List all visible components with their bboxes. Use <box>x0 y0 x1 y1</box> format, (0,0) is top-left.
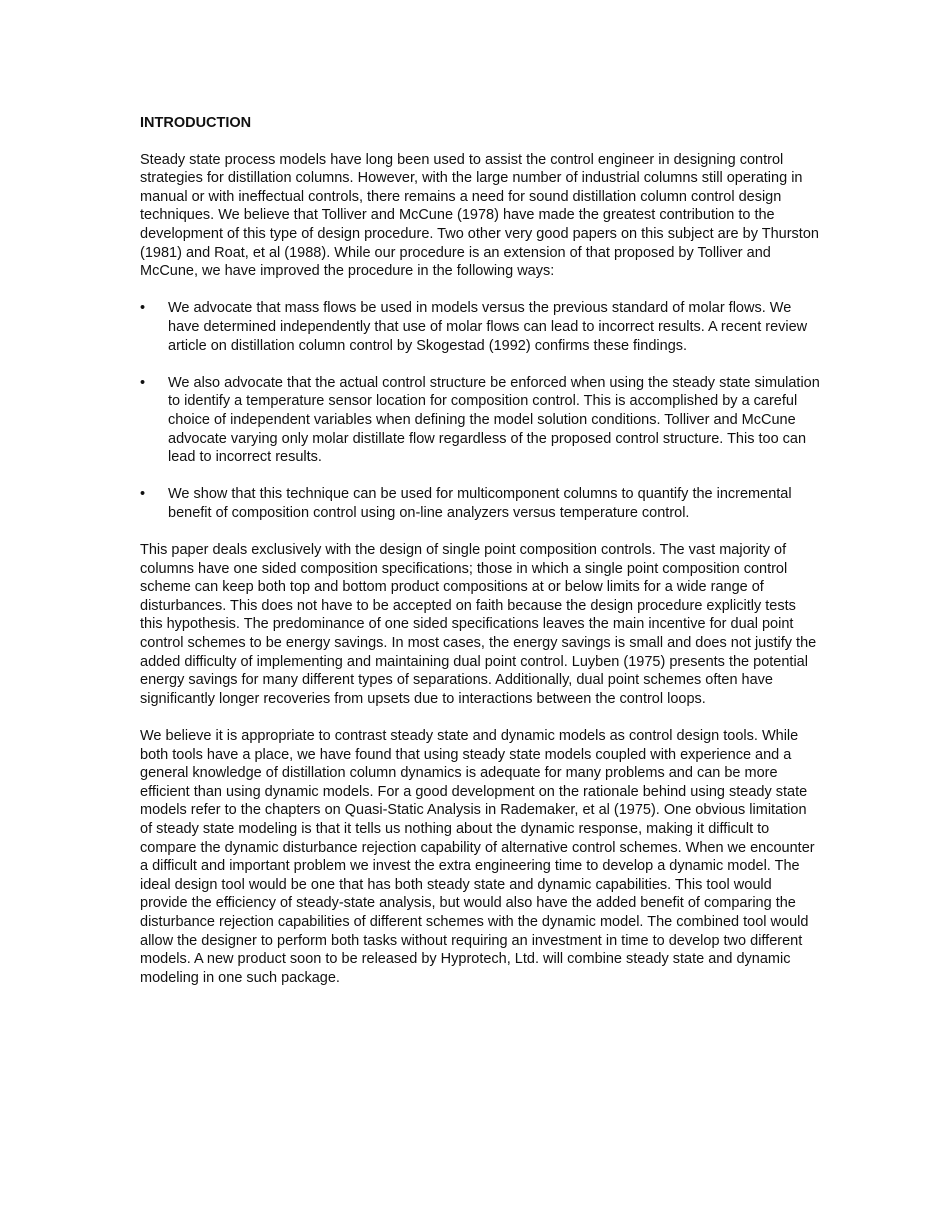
single-point-control-paragraph: This paper deals exclusively with the design of single point composition controls. The vast majority of columns have one sided composition specifications; those in which a single point composition control scheme can keep both top and bottom product compositions at or below limits for a wide range of disturbances. This does not have to be accepted on faith because the design procedure explicitly tests this hypothesis. The predominance of one sided specifications leaves the main incentive for dual point control schemes to be energy savings. In most cases, the energy savings is small and does not justify the added difficulty of implementing and maintaining dual point control. Luyben (1975) presents the potential energy savings for many different types of separations. Additionally, dual point schemes often have significantly longer recoveries from upsets due to interactions between the control loops. <box>140 542 817 707</box>
section-heading: INTRODUCTION <box>140 115 252 131</box>
list-item-text: We advocate that mass flows be used in models versus the previous standard of molar flows. We have determined independently that use of molar flows can lead to incorrect results. A recent review article on distillation column control by Skogestad (1992) confirms these findings. <box>168 300 808 354</box>
improvements-list <box>140 299 820 522</box>
bullet-icon: • <box>140 486 146 503</box>
intro-paragraph: Steady state process models have long been used to assist the control engineer in designing control strategies for distillation columns. However, with the large number of industrial columns still operating in manual or with ineffectual controls, there remains a need for sound distillation column control design techniques. We believe that Tolliver and McCune (1978) have made the greatest contribution to the development of this type of design procedure. Two other very good papers on this subject are by Thurston (1981) and Roat, et al (1988). While our procedure is an extension of that proposed by Tolliver and McCune, we have improved the procedure in the following ways: <box>140 151 819 280</box>
list-item-text: We also advocate that the actual control structure be enforced when using the steady state simulation to identify a temperature sensor location for composition control. This is accomplished by a careful choice of independent variables when defining the model solution conditions. Tolliver and McCune advocate varying only molar distillate flow regardless of the proposed control structure. This too can lead to incorrect results. <box>168 374 820 466</box>
steady-vs-dynamic-paragraph: We believe it is appropriate to contrast steady state and dynamic models as control design tools. While both tools have a place, we have found that using steady state models coupled with experience and a general knowledge of distillation column dynamics is adequate for many problems and can be more efficient than using dynamic models. For a good development on the rationale behind using steady state models refer to the chapters on Quasi-Static Analysis in Rademaker, et al (1975). One obvious limitation of steady state modeling is that it tells us nothing about the dynamic response, making it difficult to compare the dynamic disturbance rejection capability of alternative control schemes. When we encounter a difficult and important problem we invest the extra engineering time to develop a dynamic model. The ideal design tool would be one that has both steady state and dynamic capabilities. This tool would provide the efficiency of steady-state analysis, but would also have the added benefit of comparing the disturbance rejection capabilities of different schemes with the dynamic model. The combined tool would allow the designer to perform both tasks without requiring an investment in time to develop two different models. A new product soon to be released by Hyprotech, Ltd. will combine steady state and dynamic modeling in one such package. <box>140 728 815 986</box>
list-item-text: We show that this technique can be used for multicomponent columns to quantify the incremental benefit of composition control using on-line analyzers versus temperature control. <box>168 486 792 521</box>
bullet-icon: • <box>140 300 146 317</box>
list-item <box>140 485 820 522</box>
list-item <box>140 374 820 467</box>
document-body <box>140 114 820 1006</box>
bullet-icon: • <box>140 374 146 391</box>
list-item <box>140 299 820 355</box>
